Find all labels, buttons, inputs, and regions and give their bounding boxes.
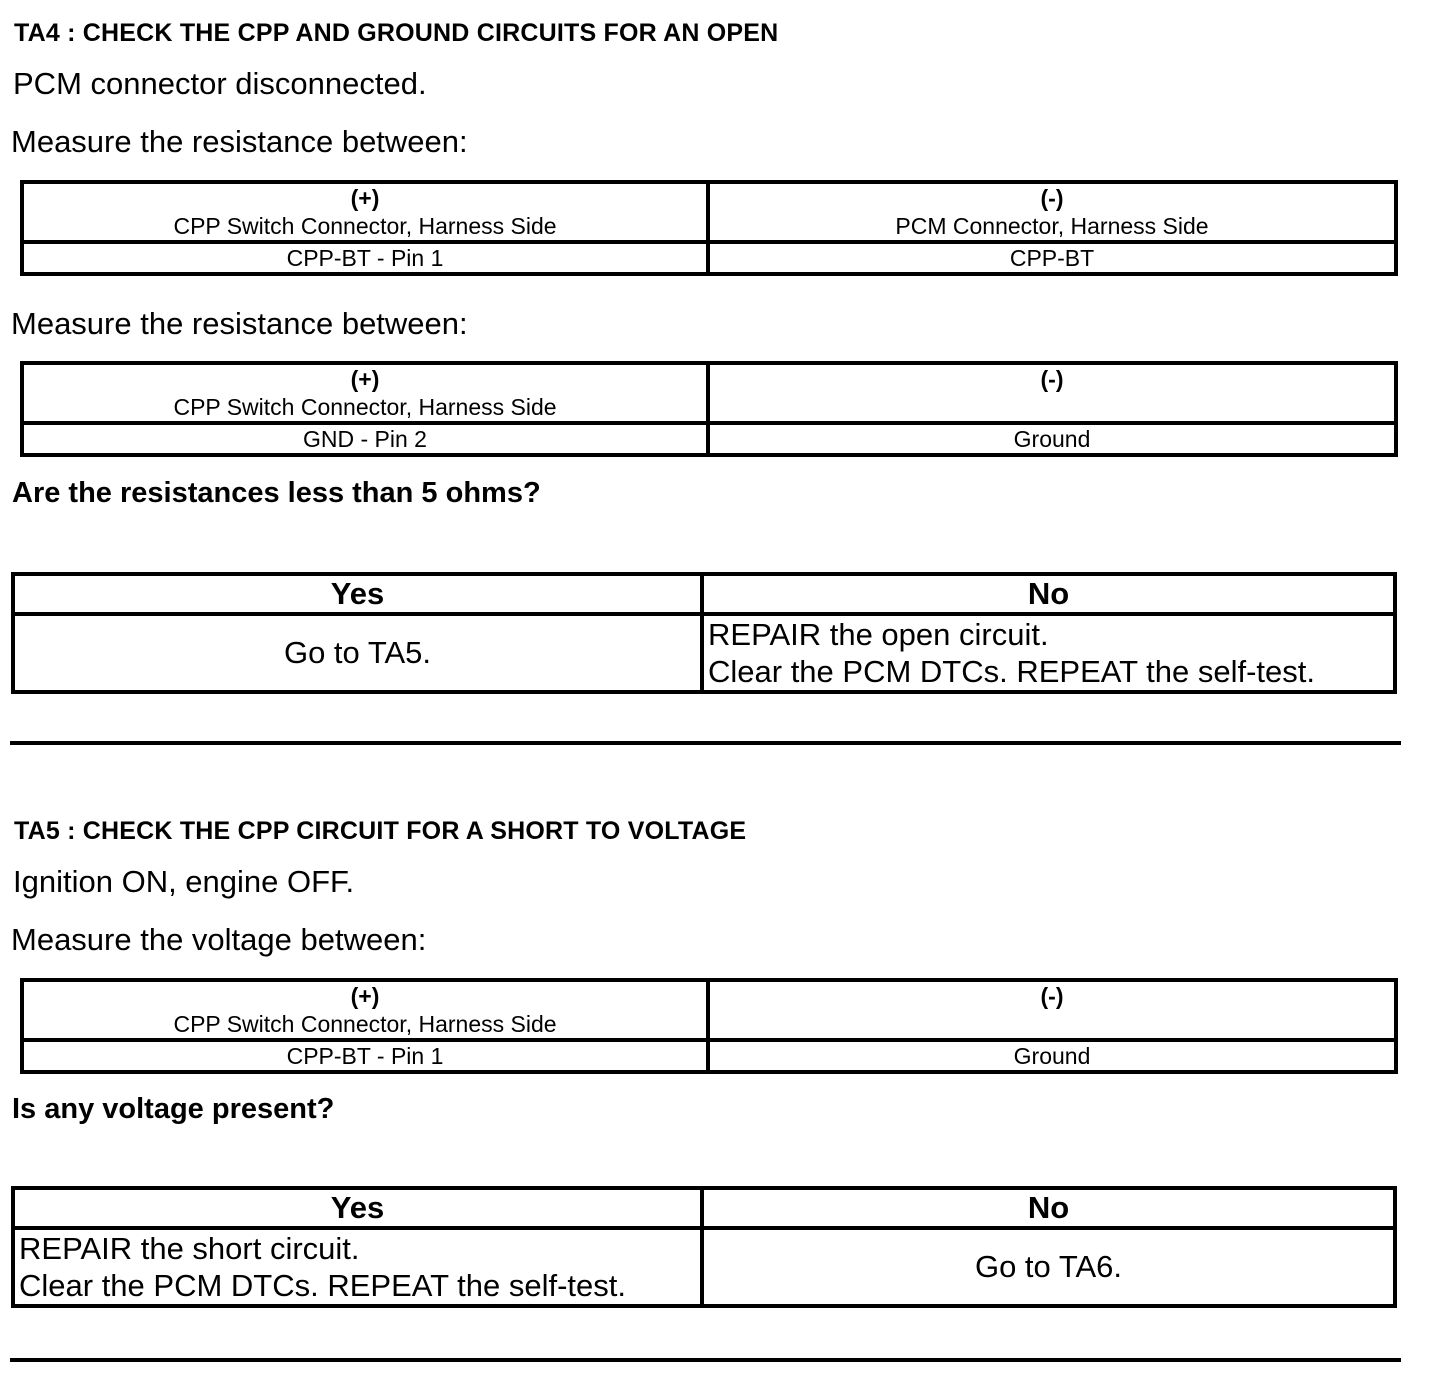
ta5-heading: TA5 : CHECK THE CPP CIRCUIT FOR A SHORT TO VOLTAGE [14,817,747,845]
no-header: No [702,574,1395,614]
section-divider [10,1358,1401,1362]
plus-sign: (+) [350,185,380,211]
minus-sign: (-) [1040,185,1064,211]
plus-sign: (+) [350,366,380,392]
yes-action [13,1228,702,1306]
plus-connector-label: CPP Switch Connector, Harness Side [173,213,557,239]
ta4-heading: TA4 : CHECK THE CPP AND GROUND CIRCUITS FOR AN OPEN [14,19,779,47]
minus-pin-value: CPP-BT [708,242,1396,274]
ta5-measure1-intro: Measure the voltage between: [11,922,427,957]
plus-header-cell [22,980,708,1040]
plus-connector-label: CPP Switch Connector, Harness Side [173,394,557,420]
ta4-measure1-table [20,180,1398,276]
minus-sign: (-) [1040,366,1064,392]
ta4-measure1-intro: Measure the resistance between: [11,124,468,159]
yes-action: Go to TA5. [13,614,702,692]
minus-connector-label: PCM Connector, Harness Side [895,213,1209,239]
minus-pin-value: Ground [708,1040,1396,1072]
plus-connector-label: CPP Switch Connector, Harness Side [173,1011,557,1037]
plus-header-cell [22,363,708,423]
ta5-measure1-table [20,978,1398,1074]
ta5-question: Is any voltage present? [12,1093,335,1125]
plus-pin-value: GND - Pin 2 [22,423,708,455]
yes-action-line1: REPAIR the short circuit. [19,1231,360,1266]
minus-pin-value: Ground [708,423,1396,455]
minus-header-cell [708,363,1396,423]
minus-header-cell [708,182,1396,242]
section-divider [10,741,1401,745]
plus-pin-value: CPP-BT - Pin 1 [22,242,708,274]
no-action-line2: Clear the PCM DTCs. REPEAT the self-test. [708,654,1315,689]
yes-header: Yes [13,1188,702,1228]
plus-header-cell [22,182,708,242]
minus-header-cell [708,980,1396,1040]
no-action: Go to TA6. [702,1228,1395,1306]
ta4-question: Are the resistances less than 5 ohms? [12,477,541,509]
plus-pin-value: CPP-BT - Pin 1 [22,1040,708,1072]
ta4-condition: PCM connector disconnected. [13,66,427,101]
no-action [702,614,1395,692]
no-action-line1: REPAIR the open circuit. [708,617,1049,652]
no-header: No [702,1188,1395,1228]
ta4-measure2-intro: Measure the resistance between: [11,306,468,341]
minus-sign: (-) [1040,983,1064,1009]
plus-sign: (+) [350,983,380,1009]
ta5-condition: Ignition ON, engine OFF. [13,864,355,899]
yes-action-line2: Clear the PCM DTCs. REPEAT the self-test. [19,1268,626,1303]
ta5-result-table [11,1186,1397,1308]
ta4-measure2-table [20,361,1398,457]
yes-header: Yes [13,574,702,614]
ta4-result-table [11,572,1397,694]
